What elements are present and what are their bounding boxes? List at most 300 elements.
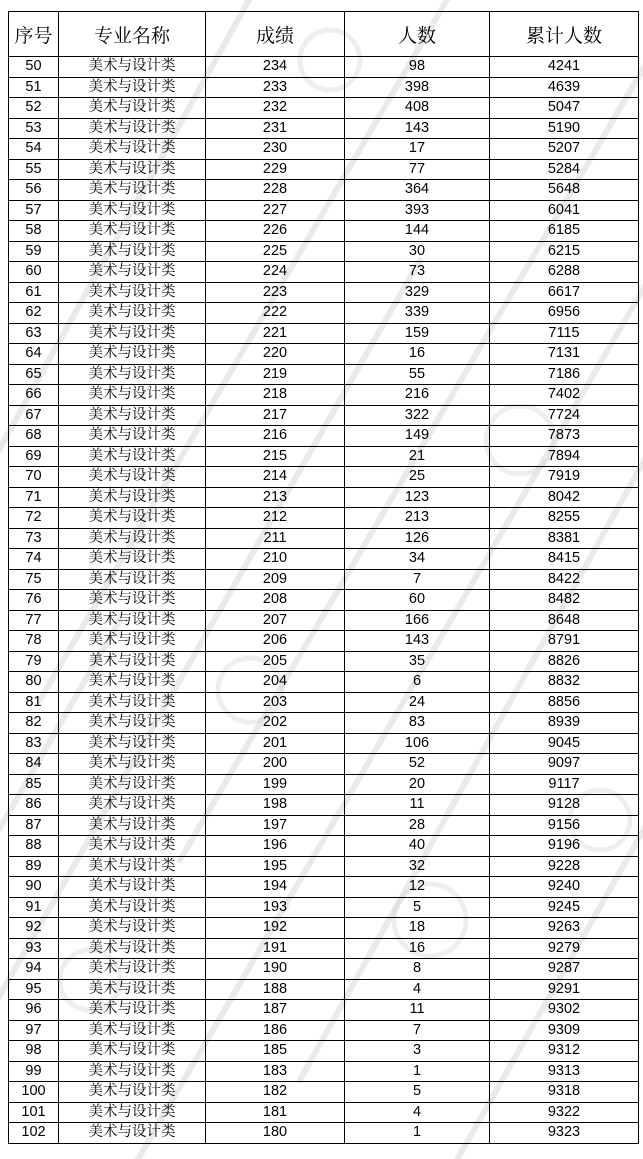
cell-index: 77 <box>9 610 59 631</box>
cell-major-name: 美术与设计类 <box>59 938 206 959</box>
cell-count: 35 <box>345 651 490 672</box>
table-row <box>9 877 639 898</box>
cell-count: 52 <box>345 754 490 775</box>
cell-major-name: 美术与设计类 <box>59 897 206 918</box>
table-row <box>9 733 639 754</box>
cell-score: 195 <box>206 856 345 877</box>
cell-cumulative: 9312 <box>490 1041 639 1062</box>
cell-cumulative: 8422 <box>490 569 639 590</box>
cell-cumulative: 6617 <box>490 282 639 303</box>
table-row <box>9 836 639 857</box>
cell-major-name: 美术与设计类 <box>59 221 206 242</box>
cell-major-name: 美术与设计类 <box>59 262 206 283</box>
table-row <box>9 344 639 365</box>
cell-score: 232 <box>206 98 345 119</box>
cell-major-name: 美术与设计类 <box>59 774 206 795</box>
cell-score: 223 <box>206 282 345 303</box>
cell-major-name: 美术与设计类 <box>59 139 206 160</box>
cell-cumulative: 9309 <box>490 1020 639 1041</box>
cell-count: 18 <box>345 918 490 939</box>
cell-count: 1 <box>345 1061 490 1082</box>
table-row <box>9 487 639 508</box>
cell-index: 64 <box>9 344 59 365</box>
cell-score: 207 <box>206 610 345 631</box>
cell-major-name: 美术与设计类 <box>59 282 206 303</box>
cell-major-name: 美术与设计类 <box>59 549 206 570</box>
table-row <box>9 1000 639 1021</box>
cell-major-name: 美术与设计类 <box>59 979 206 1000</box>
cell-index: 83 <box>9 733 59 754</box>
table-body <box>9 57 639 1144</box>
table-row <box>9 241 639 262</box>
cell-cumulative: 5207 <box>490 139 639 160</box>
cell-cumulative: 5284 <box>490 159 639 180</box>
table-row <box>9 180 639 201</box>
cell-major-name: 美术与设计类 <box>59 200 206 221</box>
cell-score: 208 <box>206 590 345 611</box>
cell-index: 73 <box>9 528 59 549</box>
cell-major-name: 美术与设计类 <box>59 1041 206 1062</box>
table-header <box>9 12 639 57</box>
score-table <box>8 11 639 1144</box>
cell-cumulative: 9323 <box>490 1123 639 1144</box>
cell-count: 21 <box>345 446 490 467</box>
cell-cumulative: 9322 <box>490 1102 639 1123</box>
cell-index: 51 <box>9 77 59 98</box>
header-major-name: 专业名称 <box>59 12 206 57</box>
header-count: 人数 <box>345 12 490 57</box>
cell-index: 59 <box>9 241 59 262</box>
cell-major-name: 美术与设计类 <box>59 1020 206 1041</box>
cell-count: 329 <box>345 282 490 303</box>
cell-count: 8 <box>345 959 490 980</box>
cell-cumulative: 7186 <box>490 364 639 385</box>
cell-index: 65 <box>9 364 59 385</box>
cell-index: 54 <box>9 139 59 160</box>
table-row <box>9 1020 639 1041</box>
cell-major-name: 美术与设计类 <box>59 180 206 201</box>
table-row <box>9 713 639 734</box>
table-row <box>9 610 639 631</box>
cell-count: 24 <box>345 692 490 713</box>
cell-score: 227 <box>206 200 345 221</box>
cell-major-name: 美术与设计类 <box>59 754 206 775</box>
cell-index: 52 <box>9 98 59 119</box>
cell-major-name: 美术与设计类 <box>59 733 206 754</box>
cell-index: 100 <box>9 1082 59 1103</box>
cell-count: 3 <box>345 1041 490 1062</box>
table-row <box>9 323 639 344</box>
cell-count: 5 <box>345 897 490 918</box>
cell-count: 77 <box>345 159 490 180</box>
cell-count: 20 <box>345 774 490 795</box>
cell-index: 84 <box>9 754 59 775</box>
cell-count: 144 <box>345 221 490 242</box>
cell-score: 222 <box>206 303 345 324</box>
table-row <box>9 262 639 283</box>
table-row <box>9 385 639 406</box>
cell-major-name: 美术与设计类 <box>59 98 206 119</box>
table-row <box>9 754 639 775</box>
cell-score: 219 <box>206 364 345 385</box>
cell-score: 190 <box>206 959 345 980</box>
cell-cumulative: 8832 <box>490 672 639 693</box>
cell-index: 89 <box>9 856 59 877</box>
cell-index: 92 <box>9 918 59 939</box>
cell-score: 212 <box>206 508 345 529</box>
cell-cumulative: 9279 <box>490 938 639 959</box>
cell-cumulative: 8482 <box>490 590 639 611</box>
cell-cumulative: 5047 <box>490 98 639 119</box>
cell-cumulative: 8648 <box>490 610 639 631</box>
cell-major-name: 美术与设计类 <box>59 672 206 693</box>
table-row <box>9 1082 639 1103</box>
cell-index: 101 <box>9 1102 59 1123</box>
cell-major-name: 美术与设计类 <box>59 385 206 406</box>
cell-major-name: 美术与设计类 <box>59 77 206 98</box>
cell-major-name: 美术与设计类 <box>59 118 206 139</box>
table-row <box>9 795 639 816</box>
cell-cumulative: 6041 <box>490 200 639 221</box>
table-row <box>9 528 639 549</box>
cell-count: 123 <box>345 487 490 508</box>
cell-major-name: 美术与设计类 <box>59 303 206 324</box>
cell-cumulative: 5648 <box>490 180 639 201</box>
cell-index: 90 <box>9 877 59 898</box>
cell-index: 93 <box>9 938 59 959</box>
table-row <box>9 1102 639 1123</box>
table-row <box>9 938 639 959</box>
cell-count: 143 <box>345 118 490 139</box>
cell-cumulative: 5190 <box>490 118 639 139</box>
cell-score: 196 <box>206 836 345 857</box>
cell-index: 87 <box>9 815 59 836</box>
cell-score: 188 <box>206 979 345 1000</box>
cell-index: 53 <box>9 118 59 139</box>
cell-cumulative: 9156 <box>490 815 639 836</box>
cell-score: 193 <box>206 897 345 918</box>
cell-score: 229 <box>206 159 345 180</box>
cell-score: 183 <box>206 1061 345 1082</box>
cell-cumulative: 7131 <box>490 344 639 365</box>
table-row <box>9 549 639 570</box>
cell-score: 191 <box>206 938 345 959</box>
cell-major-name: 美术与设计类 <box>59 610 206 631</box>
table-row <box>9 1041 639 1062</box>
cell-cumulative: 7919 <box>490 467 639 488</box>
cell-score: 205 <box>206 651 345 672</box>
cell-index: 55 <box>9 159 59 180</box>
table-row <box>9 569 639 590</box>
cell-index: 102 <box>9 1123 59 1144</box>
cell-index: 69 <box>9 446 59 467</box>
cell-index: 61 <box>9 282 59 303</box>
cell-index: 96 <box>9 1000 59 1021</box>
cell-major-name: 美术与设计类 <box>59 651 206 672</box>
table-row <box>9 918 639 939</box>
table-row <box>9 221 639 242</box>
cell-score: 203 <box>206 692 345 713</box>
cell-cumulative: 6288 <box>490 262 639 283</box>
cell-score: 180 <box>206 1123 345 1144</box>
cell-major-name: 美术与设计类 <box>59 692 206 713</box>
cell-count: 364 <box>345 180 490 201</box>
table-row <box>9 57 639 78</box>
cell-score: 194 <box>206 877 345 898</box>
cell-score: 200 <box>206 754 345 775</box>
cell-index: 80 <box>9 672 59 693</box>
cell-major-name: 美术与设计类 <box>59 1102 206 1123</box>
header-row <box>9 12 639 57</box>
cell-index: 68 <box>9 426 59 447</box>
cell-score: 213 <box>206 487 345 508</box>
cell-major-name: 美术与设计类 <box>59 1000 206 1021</box>
cell-cumulative: 8255 <box>490 508 639 529</box>
table-row <box>9 979 639 1000</box>
cell-cumulative: 9263 <box>490 918 639 939</box>
cell-major-name: 美术与设计类 <box>59 323 206 344</box>
cell-cumulative: 8939 <box>490 713 639 734</box>
table-row <box>9 200 639 221</box>
table-row <box>9 446 639 467</box>
cell-index: 81 <box>9 692 59 713</box>
cell-count: 25 <box>345 467 490 488</box>
cell-score: 214 <box>206 467 345 488</box>
cell-count: 98 <box>345 57 490 78</box>
cell-major-name: 美术与设计类 <box>59 569 206 590</box>
cell-index: 95 <box>9 979 59 1000</box>
table-row <box>9 139 639 160</box>
cell-score: 199 <box>206 774 345 795</box>
cell-cumulative: 8042 <box>490 487 639 508</box>
cell-cumulative: 9313 <box>490 1061 639 1082</box>
cell-score: 192 <box>206 918 345 939</box>
cell-count: 4 <box>345 979 490 1000</box>
cell-score: 206 <box>206 631 345 652</box>
cell-index: 76 <box>9 590 59 611</box>
cell-count: 159 <box>345 323 490 344</box>
cell-score: 234 <box>206 57 345 78</box>
cell-index: 94 <box>9 959 59 980</box>
cell-index: 98 <box>9 1041 59 1062</box>
cell-major-name: 美术与设计类 <box>59 405 206 426</box>
cell-score: 226 <box>206 221 345 242</box>
cell-score: 210 <box>206 549 345 570</box>
table-row <box>9 815 639 836</box>
cell-score: 186 <box>206 1020 345 1041</box>
cell-count: 16 <box>345 938 490 959</box>
table-row <box>9 426 639 447</box>
cell-score: 204 <box>206 672 345 693</box>
cell-score: 215 <box>206 446 345 467</box>
cell-count: 5 <box>345 1082 490 1103</box>
table-row <box>9 1061 639 1082</box>
cell-cumulative: 9045 <box>490 733 639 754</box>
cell-index: 99 <box>9 1061 59 1082</box>
table-row <box>9 98 639 119</box>
cell-score: 217 <box>206 405 345 426</box>
cell-count: 32 <box>345 856 490 877</box>
cell-count: 126 <box>345 528 490 549</box>
cell-count: 30 <box>345 241 490 262</box>
cell-major-name: 美术与设计类 <box>59 57 206 78</box>
cell-count: 6 <box>345 672 490 693</box>
cell-score: 221 <box>206 323 345 344</box>
table-row <box>9 364 639 385</box>
cell-cumulative: 9128 <box>490 795 639 816</box>
header-cumulative: 累计人数 <box>490 12 639 57</box>
cell-index: 67 <box>9 405 59 426</box>
header-score: 成绩 <box>206 12 345 57</box>
cell-major-name: 美术与设计类 <box>59 446 206 467</box>
cell-cumulative: 9302 <box>490 1000 639 1021</box>
cell-count: 83 <box>345 713 490 734</box>
cell-index: 56 <box>9 180 59 201</box>
cell-major-name: 美术与设计类 <box>59 528 206 549</box>
cell-score: 216 <box>206 426 345 447</box>
cell-cumulative: 9228 <box>490 856 639 877</box>
cell-major-name: 美术与设计类 <box>59 364 206 385</box>
table-row <box>9 774 639 795</box>
cell-cumulative: 9196 <box>490 836 639 857</box>
cell-index: 63 <box>9 323 59 344</box>
cell-major-name: 美术与设计类 <box>59 159 206 180</box>
cell-score: 187 <box>206 1000 345 1021</box>
cell-count: 34 <box>345 549 490 570</box>
cell-count: 55 <box>345 364 490 385</box>
cell-major-name: 美术与设计类 <box>59 241 206 262</box>
table-row <box>9 590 639 611</box>
cell-cumulative: 8826 <box>490 651 639 672</box>
cell-count: 11 <box>345 1000 490 1021</box>
cell-major-name: 美术与设计类 <box>59 836 206 857</box>
cell-cumulative: 7115 <box>490 323 639 344</box>
cell-count: 339 <box>345 303 490 324</box>
cell-index: 66 <box>9 385 59 406</box>
cell-cumulative: 8791 <box>490 631 639 652</box>
table-row <box>9 672 639 693</box>
table-row <box>9 467 639 488</box>
cell-count: 216 <box>345 385 490 406</box>
cell-count: 7 <box>345 1020 490 1041</box>
table-row <box>9 959 639 980</box>
cell-major-name: 美术与设计类 <box>59 426 206 447</box>
cell-score: 218 <box>206 385 345 406</box>
cell-score: 231 <box>206 118 345 139</box>
cell-count: 398 <box>345 77 490 98</box>
cell-major-name: 美术与设计类 <box>59 856 206 877</box>
cell-count: 16 <box>345 344 490 365</box>
cell-count: 408 <box>345 98 490 119</box>
cell-major-name: 美术与设计类 <box>59 1082 206 1103</box>
cell-count: 143 <box>345 631 490 652</box>
cell-major-name: 美术与设计类 <box>59 631 206 652</box>
table-row <box>9 651 639 672</box>
cell-score: 228 <box>206 180 345 201</box>
table-row <box>9 1123 639 1144</box>
cell-cumulative: 7402 <box>490 385 639 406</box>
cell-index: 57 <box>9 200 59 221</box>
cell-cumulative: 9318 <box>490 1082 639 1103</box>
table-row <box>9 508 639 529</box>
header-index: 序号 <box>9 12 59 57</box>
cell-cumulative: 7724 <box>490 405 639 426</box>
cell-cumulative: 9291 <box>490 979 639 1000</box>
table-row <box>9 303 639 324</box>
cell-score: 230 <box>206 139 345 160</box>
cell-score: 233 <box>206 77 345 98</box>
cell-major-name: 美术与设计类 <box>59 487 206 508</box>
cell-score: 225 <box>206 241 345 262</box>
cell-score: 220 <box>206 344 345 365</box>
cell-major-name: 美术与设计类 <box>59 1123 206 1144</box>
table-row <box>9 692 639 713</box>
cell-cumulative: 4241 <box>490 57 639 78</box>
cell-major-name: 美术与设计类 <box>59 590 206 611</box>
cell-index: 50 <box>9 57 59 78</box>
cell-cumulative: 9287 <box>490 959 639 980</box>
cell-score: 182 <box>206 1082 345 1103</box>
cell-cumulative: 6956 <box>490 303 639 324</box>
table-row <box>9 405 639 426</box>
cell-count: 393 <box>345 200 490 221</box>
cell-count: 12 <box>345 877 490 898</box>
table-row <box>9 159 639 180</box>
cell-count: 11 <box>345 795 490 816</box>
cell-index: 74 <box>9 549 59 570</box>
cell-index: 86 <box>9 795 59 816</box>
cell-index: 79 <box>9 651 59 672</box>
cell-major-name: 美术与设计类 <box>59 467 206 488</box>
cell-count: 322 <box>345 405 490 426</box>
cell-count: 4 <box>345 1102 490 1123</box>
cell-score: 209 <box>206 569 345 590</box>
cell-index: 88 <box>9 836 59 857</box>
cell-cumulative: 8415 <box>490 549 639 570</box>
cell-cumulative: 8381 <box>490 528 639 549</box>
cell-count: 17 <box>345 139 490 160</box>
cell-index: 72 <box>9 508 59 529</box>
cell-score: 185 <box>206 1041 345 1062</box>
cell-major-name: 美术与设计类 <box>59 918 206 939</box>
cell-major-name: 美术与设计类 <box>59 795 206 816</box>
cell-count: 40 <box>345 836 490 857</box>
cell-major-name: 美术与设计类 <box>59 815 206 836</box>
cell-cumulative: 7894 <box>490 446 639 467</box>
cell-score: 181 <box>206 1102 345 1123</box>
table-row <box>9 856 639 877</box>
cell-score: 198 <box>206 795 345 816</box>
cell-index: 85 <box>9 774 59 795</box>
cell-major-name: 美术与设计类 <box>59 344 206 365</box>
cell-score: 202 <box>206 713 345 734</box>
cell-index: 58 <box>9 221 59 242</box>
cell-count: 149 <box>345 426 490 447</box>
cell-cumulative: 6185 <box>490 221 639 242</box>
cell-score: 211 <box>206 528 345 549</box>
cell-score: 201 <box>206 733 345 754</box>
table-row <box>9 118 639 139</box>
cell-cumulative: 4639 <box>490 77 639 98</box>
cell-index: 97 <box>9 1020 59 1041</box>
cell-index: 60 <box>9 262 59 283</box>
cell-index: 91 <box>9 897 59 918</box>
cell-cumulative: 9245 <box>490 897 639 918</box>
cell-score: 197 <box>206 815 345 836</box>
cell-index: 82 <box>9 713 59 734</box>
cell-major-name: 美术与设计类 <box>59 713 206 734</box>
cell-index: 78 <box>9 631 59 652</box>
